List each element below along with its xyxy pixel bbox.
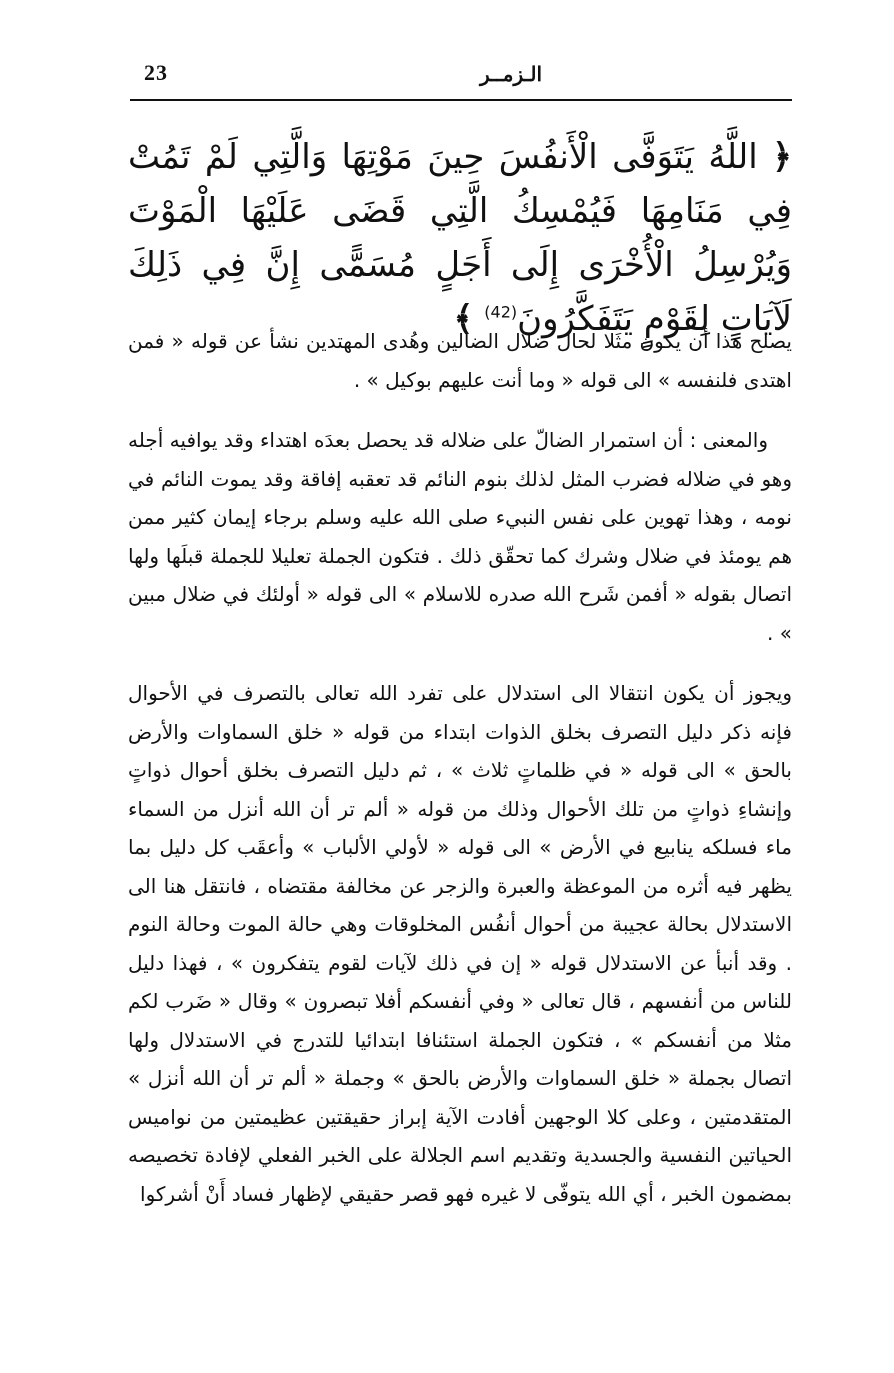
paragraph-2: والمعنى : أن استمرار الضالّ على ضلاله قد يحصل بعدَه اهتداء وقد يوافيه أجله وهو في ضلاله فضرب المثل لذلك بنوم النائم قد تعقبه إفاقة وقد يموت النائم في نومه ، وهذا تهوين على نفس النبيء صلى الله عليه وسلم برجاء إيمان كثير ممن هم يومئذ في ضلال وشرك كما تحقّق ذلك . فتكون الجملة تعليلا للجملة قبلَها ولها اتصال بقوله « أفمن شَرح الله صدره للاسلام » الى قوله « أولئك في ضلال مبين » . bbox=[128, 428, 792, 645]
running-title: الـزمــر bbox=[479, 62, 542, 86]
header-divider bbox=[130, 99, 792, 101]
verse-footnote-marker: (42) bbox=[484, 302, 518, 322]
verse-text: اللَّهُ يَتَوَفَّى الْأَنفُسَ حِينَ مَوْتِهَا وَالَّتِي لَمْ تَمُتْ فِي مَنَامِهَا فَيُمْسِكُ الَّتِي قَضَى عَلَيْهَا الْمَوْتَ وَيُرْسِلُ الْأُخْرَى إِلَى أَجَلٍ مُسَمًّى إِنَّ فِي ذَلِكَ لَآيَاتٍ لِقَوْمٍ يَتَفَكَّرُونَ bbox=[128, 137, 792, 339]
verse-open-brace: ﴿ bbox=[772, 137, 792, 177]
paragraph-3: ويجوز أن يكون انتقالا الى استدلال على تفرد الله تعالى بالتصرف في الأحوال فإنه ذكر دليل التصرف بخلق الذوات ابتداء من قوله « خلق السماوات والأرض بالحق » الى قوله « في ظلماتٍ ثلاث » ، ثم دليل التصرف بخلق أحوال ذواتٍ وإنشاءِ ذواتٍ من تلك الأحوال وذلك من قوله « ألم تر أن الله أنزل من السماء ماء فسلكه ينابيع في الأرض » الى قوله « لأولي الألباب » وأعقَب كل دليل بما يظهر فيه أثره من الموعظة والعبرة والزجر عن مخالفة مقتضاه ، فانتقل هنا الى الاستدلال بحالة عجيبة من أحوال أنفُس المخلوقات وهي حالة الموت وحالة النوم . وقد أنبأ عن الاستدلال قوله « إن في ذلك لآيات لقوم يتفكرون » ، فهذا دليل للناس من أنفسهم ، قال تعالى « وفي أنفسكم أفلا تبصرون » وقال « ضَرب لكم مثلا من أنفسكم » ، فتكون الجملة استئنافا ابتدائيا للتدرج في الاستدلال ولها اتصال بجملة « خلق السماوات والأرض بالحق » وجملة « ألم تر أن الله أنزل » المتقدمتين ، وعلى كلا الوجهين أفادت الآية إبراز حقيقتين عظيمتين من نواميس الحياتين النفسية والجسدية وتقديم اسم الجلالة على الخبر الفعلي لإفادة تخصيصه بمضمون الخبر ، أي الله يتوفّى لا غيره فهو قصر حقيقي لإظهار فساد أَنْ أشركوا bbox=[128, 681, 792, 1206]
paragraph-1: يصلح هذا أن يكون مثَلا لحال ضلال الضالين وهُدى المهتدين نشأ عن قوله « فمن اهتدى فلنفسه » الى قوله « وما أنت عليهم بوكيل » . bbox=[128, 329, 792, 392]
quran-verse bbox=[128, 130, 792, 346]
verse-close-brace: ﴾ bbox=[453, 299, 474, 339]
page-number: 23 bbox=[144, 60, 168, 85]
page-header bbox=[130, 56, 792, 96]
commentary-body bbox=[128, 322, 792, 1235]
